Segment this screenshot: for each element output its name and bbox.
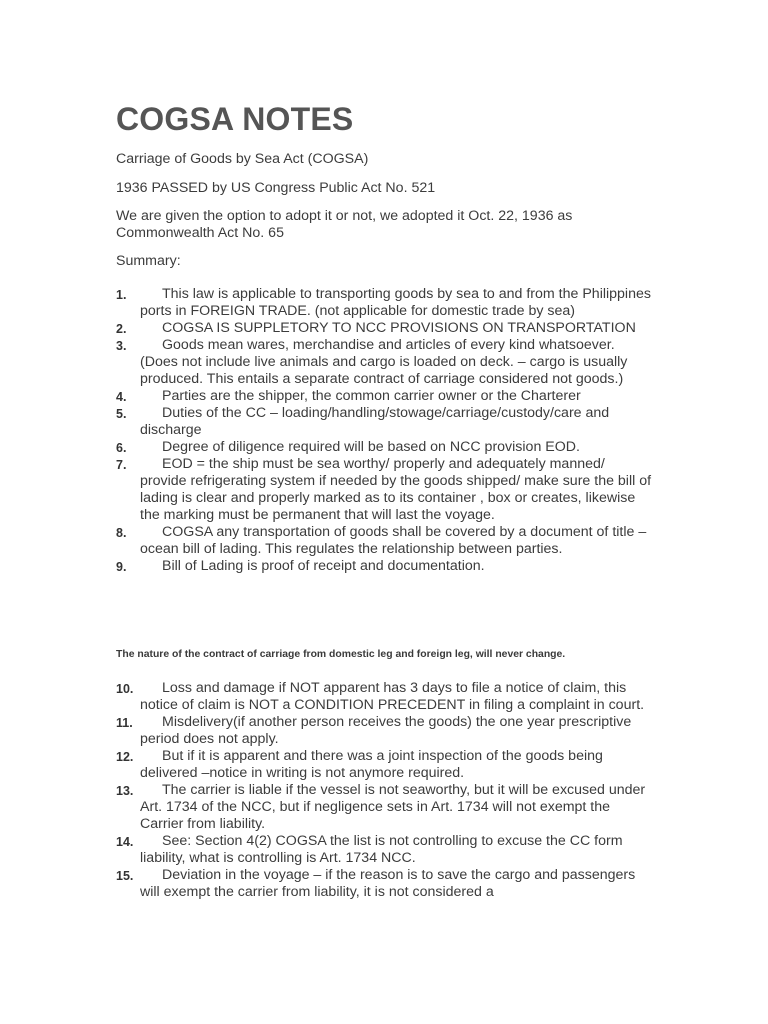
intro-line-passed: 1936 PASSED by US Congress Public Act No. 521 [116,180,436,196]
list-item-text: The carrier is liable if the vessel is not seaworthy, but it will be excused under Art. 1734 of the NCC, but if negligence sets in Art. 1734 will not exempt the Carrier from liability. [140,782,646,832]
list-item-number: 14. [116,835,134,849]
list-item-number: 1. [116,288,127,302]
list-item-text: COGSA IS SUPPLETORY TO NCC PROVISIONS ON TRANSPORTATION [162,320,636,336]
list-item-text: Deviation in the voyage – if the reason is to save the cargo and passengers will exempt the carrier from liability, it is not considered a [140,867,636,900]
list-item [0,558,654,575]
list-item-text: Duties of the CC – loading/handling/stowage/carriage/custody/care and discharge [140,405,610,438]
list-item-text: Misdelivery(if another person receives the goods) the one year prescriptive period does not apply. [140,714,632,747]
list-item [0,439,654,456]
intro-line-act-name: Carriage of Goods by Sea Act (COGSA) [116,151,369,167]
list-item [0,680,654,714]
list-item [0,320,654,337]
list-item-number: 13. [116,784,134,798]
list-item-text: Degree of diligence required will be based on NCC provision EOD. [162,439,580,455]
intro-line-adoption: We are given the option to adopt it or not, we adopted it Oct. 22, 1936 as Commonwealth Act No. 65 [116,208,573,241]
list-item-number: 15. [116,869,134,883]
list-item-number: 12. [116,750,134,764]
list-item-text: COGSA any transportation of goods shall be covered by a document of title –ocean bill of lading. This regulates the relationship between parties. [140,524,647,557]
list-item-text: EOD = the ship must be sea worthy/ properly and adequately manned/ provide refrigerating system if needed by the goods shipped/ make sure the bill of lading is clear and properly marked as to its container , box or creates, likewise the marking must be permanent that will last the voyage. [140,456,652,523]
list-item-number: 6. [116,441,127,455]
list-item [0,748,654,782]
list-item-text: But if it is apparent and there was a joint inspection of the goods being delivered –notice in writing is not anymore required. [140,748,603,781]
list-item [0,286,654,320]
list-item-number: 5. [116,407,127,421]
list-item [0,337,654,388]
list-item-text: Bill of Lading is proof of receipt and documentation. [162,558,485,574]
list-item [0,524,654,558]
list-item-number: 7. [116,458,127,472]
list-item [0,714,654,748]
list-item-number: 11. [116,716,133,730]
list-item-number: 3. [116,339,127,353]
list-item [0,405,654,439]
list-item [0,388,654,405]
list-item-number: 9. [116,560,127,574]
list-item-text: Goods mean wares, merchandise and articles of every kind whatsoever. (Does not include live animals and cargo is loaded on deck. – cargo is usually produced. This entails a separate contract of carriage considered not goods.) [140,337,628,387]
list-item-number: 2. [116,322,127,336]
list-item [0,782,654,833]
list-item-number: 4. [116,390,127,404]
list-item [0,867,654,901]
list-item-number: 10. [116,682,134,696]
list-item-text: Loss and damage if NOT apparent has 3 days to file a notice of claim, this notice of claim is NOT a CONDITION PRECEDENT in filing a complaint in court. [140,680,645,713]
summary-list-part-2 [0,680,768,901]
summary-list-part-1 [0,286,768,575]
list-item-number: 8. [116,526,127,540]
contract-nature-note: The nature of the contract of carriage from domestic leg and foreign leg, will never change. [116,649,566,660]
list-item-text: Parties are the shipper, the common carrier owner or the Charterer [162,388,581,404]
document-title: COGSA NOTES [116,101,354,137]
summary-heading: Summary: [116,253,181,269]
list-item-text: This law is applicable to transporting goods by sea to and from the Philippines ports in FOREIGN TRADE. (not applicable for domestic trade by sea) [140,286,651,319]
list-item [0,833,654,867]
list-item-text: See: Section 4(2) COGSA the list is not controlling to excuse the CC form liability, what is controlling is Art. 1734 NCC. [140,833,623,866]
list-item [0,456,654,524]
